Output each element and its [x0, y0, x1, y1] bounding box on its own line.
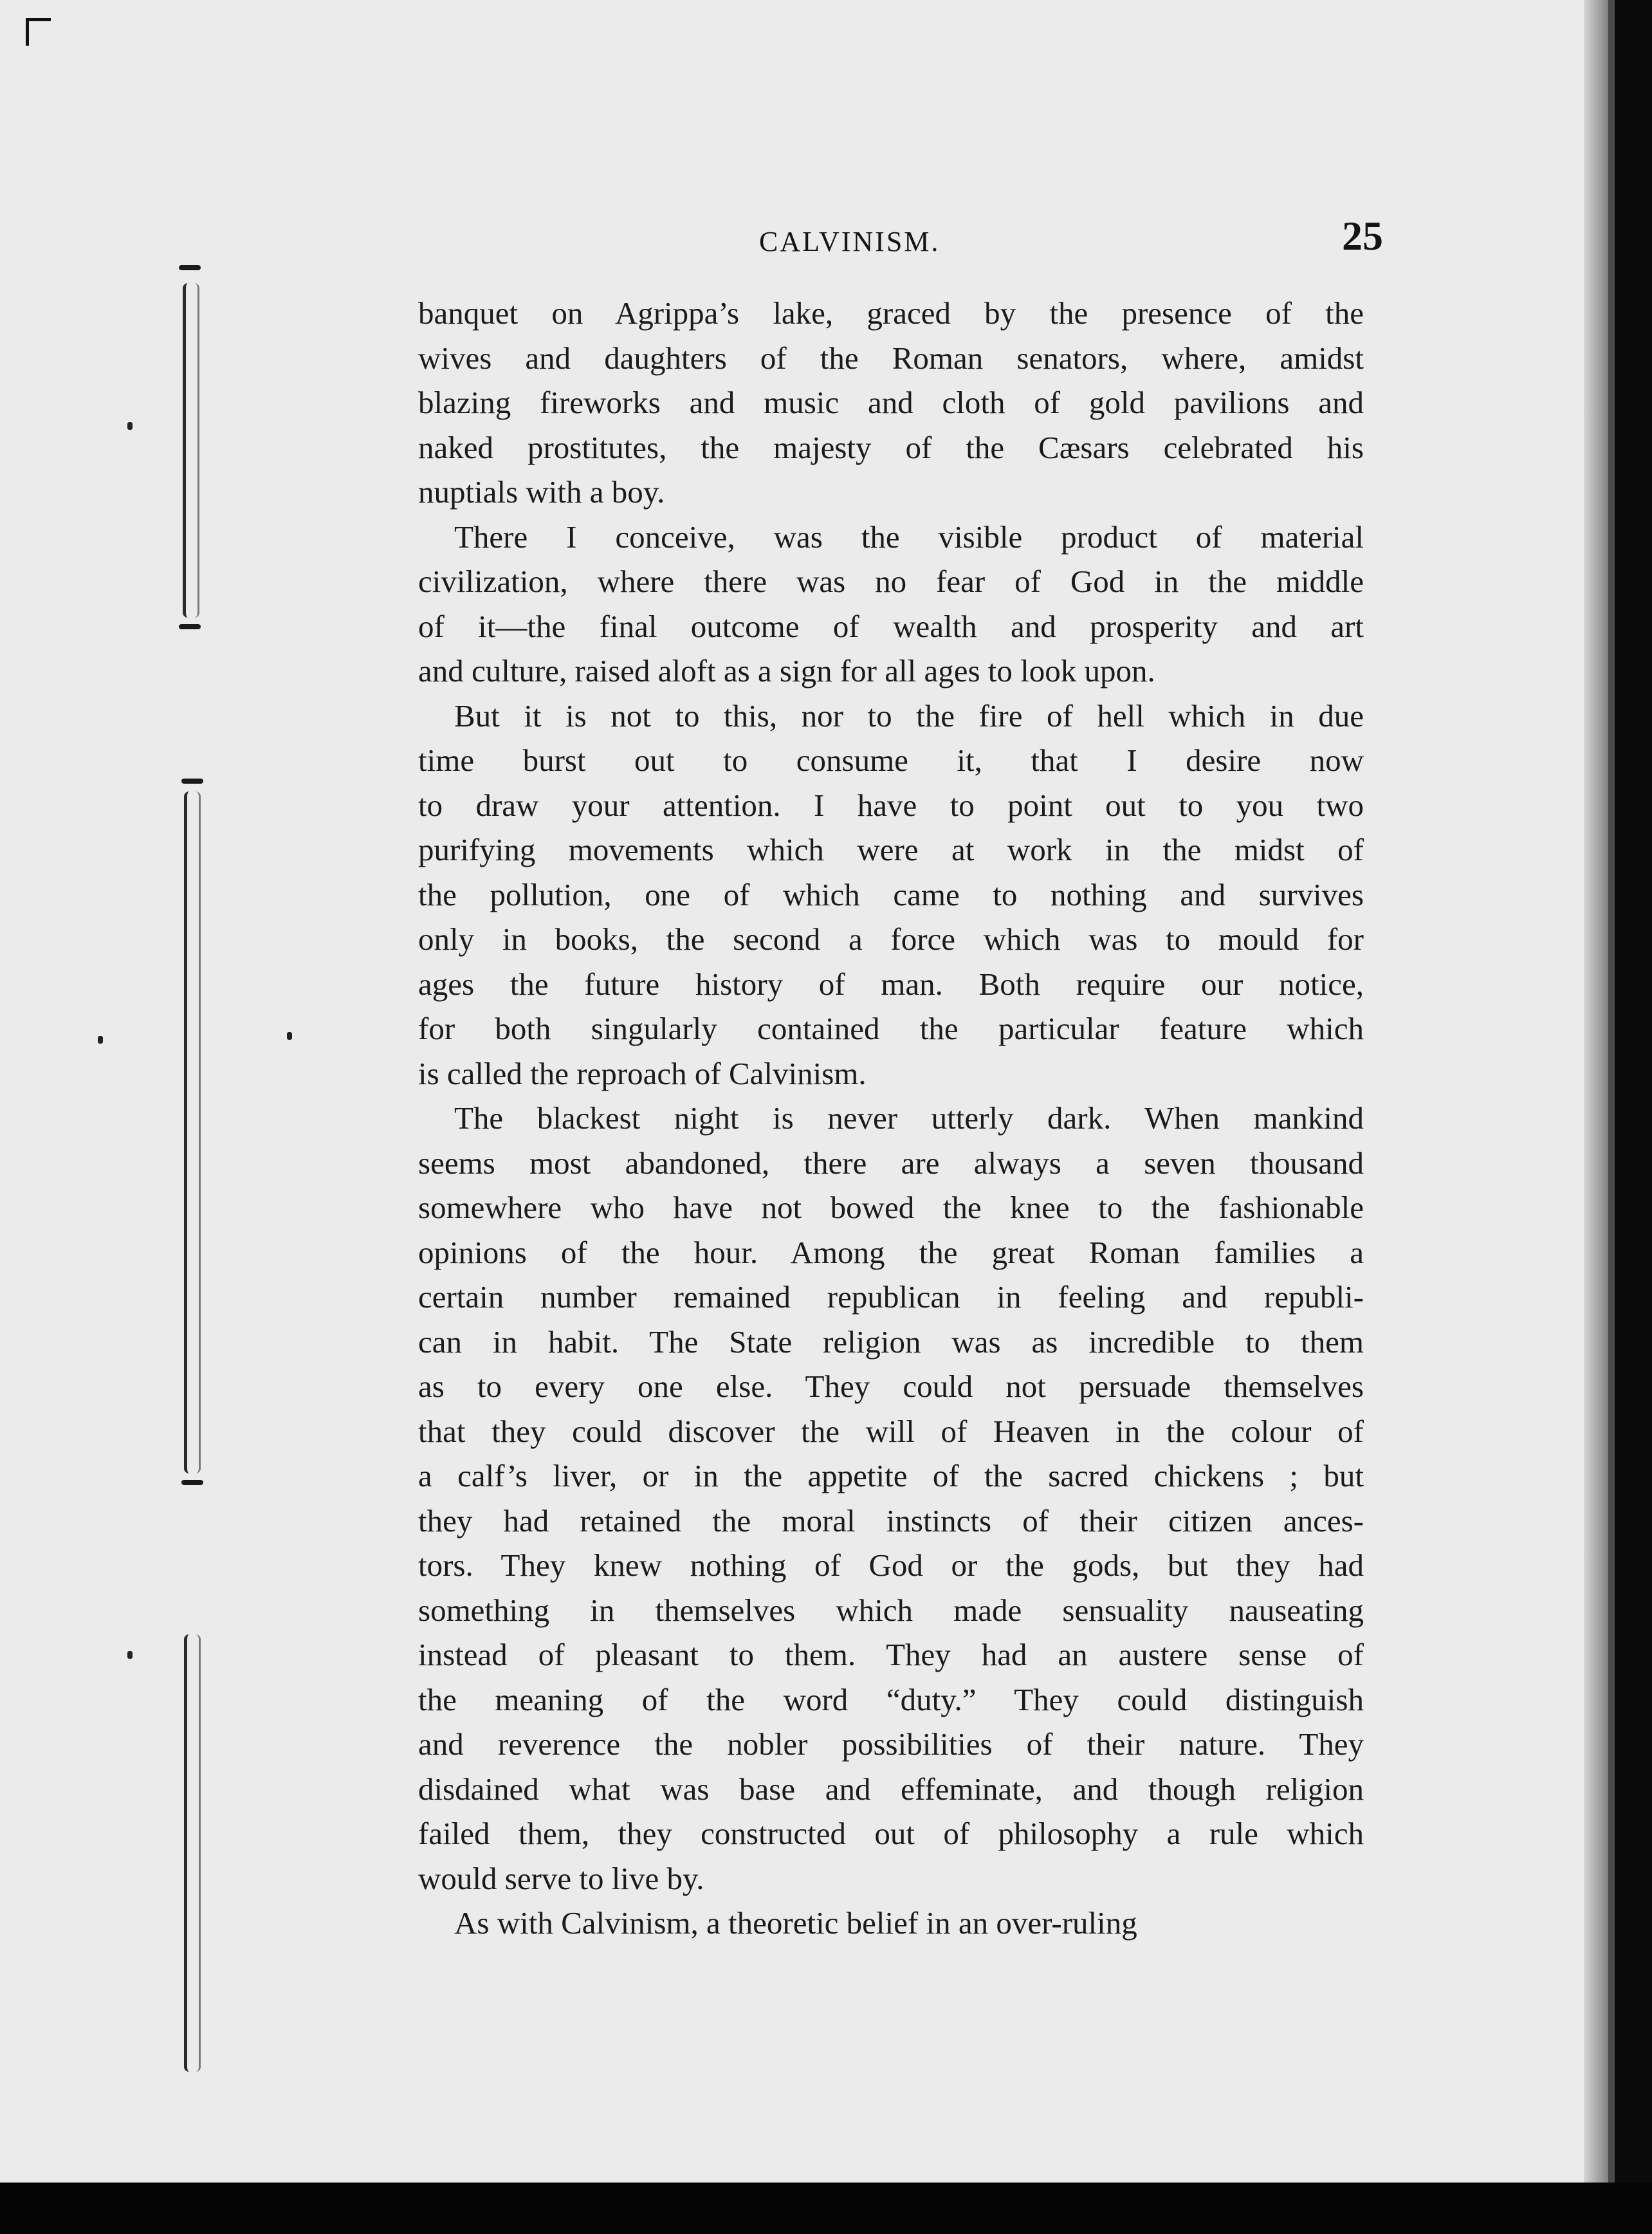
margin-mark [98, 1036, 103, 1044]
text-line: and reverence the nobler possibilities of their nature. They [418, 1726, 1364, 1762]
running-head [418, 212, 1383, 270]
stitch-knot [181, 1480, 203, 1485]
binding-stitch [184, 791, 201, 1473]
text-line: wives and daughters of the Roman senators, where, amidst [418, 340, 1364, 376]
text-line: failed them, they constructed out of philosophy a rule which [418, 1816, 1364, 1851]
text-line: ages the future history of man. Both require our notice, [418, 966, 1364, 1002]
text-line: they had retained the moral instincts of their citizen ances- [418, 1502, 1364, 1538]
text-line: The blackest night is never utterly dark. When mankind [454, 1100, 1364, 1136]
stitch-knot [181, 779, 203, 784]
text-line: the pollution, one of which came to nothing and survives [418, 876, 1364, 912]
text-line: and culture, raised aloft as a sign for all ages to look upon. [418, 653, 1155, 688]
text-line: a calf’s liver, or in the appetite of the sacred chickens ; but [418, 1458, 1364, 1493]
text-line: to draw your attention. I have to point out to you two [418, 787, 1364, 823]
page-number: 25 [1342, 213, 1383, 259]
binding-stitch [184, 1634, 201, 2072]
text-line: that they could discover the will of Heaven in the colour of [418, 1413, 1364, 1449]
text-line: civilization, where there was no fear of God in the middle [418, 564, 1364, 599]
text-line: disdained what was base and effeminate, and though religion [418, 1771, 1364, 1807]
page-edge [1608, 0, 1615, 2183]
text-line: would serve to live by. [418, 1860, 704, 1896]
margin-mark [127, 422, 133, 430]
stitch-knot [179, 624, 201, 629]
text-line: the meaning of the word “duty.” They could distinguish [418, 1681, 1364, 1717]
text-line: As with Calvinism, a theoretic belief in an over-ruling [454, 1905, 1137, 1941]
text-line: time burst out to consume it, that I desire now [418, 743, 1364, 778]
text-line: is called the reproach of Calvinism. [418, 1055, 867, 1091]
running-title: CALVINISM. [759, 226, 941, 257]
text-line: can in habit. The State religion was as incredible to them [418, 1324, 1364, 1360]
margin-mark [287, 1032, 292, 1040]
margin-mark [127, 1651, 133, 1659]
scan-corner-mark [26, 18, 51, 46]
text-line: certain number remained republican in feeling and republi- [418, 1279, 1364, 1315]
text-line: for both singularly contained the particular feature which [418, 1011, 1364, 1046]
text-line: seems most abandoned, there are always a seven thousand [418, 1145, 1364, 1181]
text-line: blazing fireworks and music and cloth of gold pavilions and [418, 385, 1364, 420]
text-line: There I conceive, was the visible product of material [454, 519, 1364, 555]
text-line: But it is not to this, nor to the fire of hell which in due [454, 697, 1364, 734]
text-line: of it—the final outcome of wealth and prosperity and art [418, 608, 1364, 644]
text-line: as to every one else. They could not persuade themselves [418, 1369, 1364, 1404]
stitch-knot [179, 265, 201, 270]
text-line: tors. They knew nothing of God or the gods, but they had [418, 1547, 1364, 1583]
text-line: something in themselves which made sensuality nauseating [418, 1592, 1364, 1628]
text-line: instead of pleasant to them. They had an austere sense of [418, 1637, 1364, 1672]
text-line: purifying movements which were at work in the midst of [418, 832, 1364, 867]
text-line: nuptials with a boy. [418, 474, 665, 510]
text-line: naked prostitutes, the majesty of the Cæsars celebrated his [418, 429, 1364, 465]
text-line: opinions of the hour. Among the great Roman families a [418, 1234, 1364, 1270]
text-line: banquet on Agrippa’s lake, graced by the presence of the [418, 295, 1364, 331]
body-text [418, 291, 1364, 1946]
scan-bottom-border [0, 2183, 1652, 2234]
text-line: somewhere who have not bowed the knee to the fashionable [418, 1190, 1364, 1225]
binding-stitch [183, 283, 199, 618]
text-line: only in books, the second a force which was to mould for [418, 921, 1364, 957]
